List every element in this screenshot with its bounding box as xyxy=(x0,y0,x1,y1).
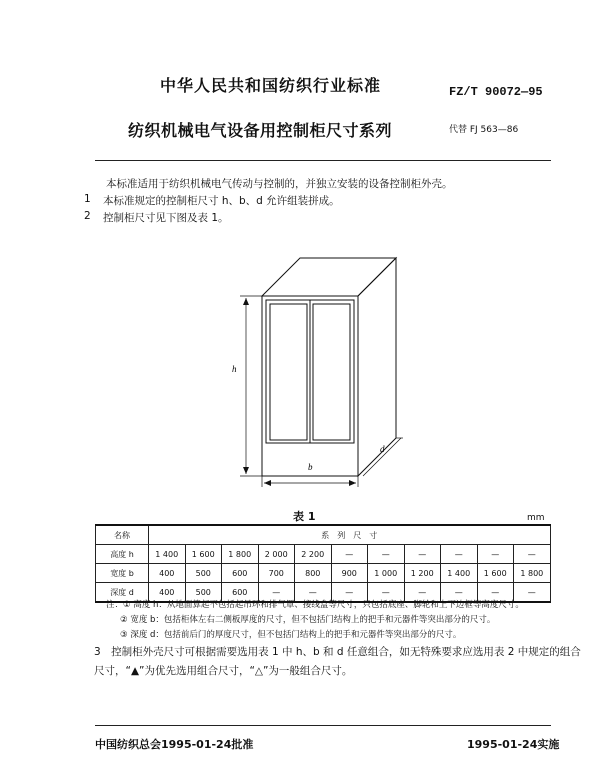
left-door xyxy=(270,304,307,440)
column-header-name: 名称 xyxy=(96,525,149,545)
table-cell: 1 800 xyxy=(222,545,259,564)
clause-3-line-2: 尺寸，“▲”为优先选用组合尺寸，“△”为一般组合尺寸。 xyxy=(94,665,353,677)
table-row xyxy=(96,545,551,564)
table-cell: 2 200 xyxy=(295,545,332,564)
row-label: 宽度 b xyxy=(96,564,149,583)
table-cell: — xyxy=(514,583,551,603)
cabinet-top xyxy=(262,258,396,296)
table-cell: 400 xyxy=(149,583,186,603)
table-cell: 700 xyxy=(258,564,295,583)
effective-date: 1995-01-24实施 xyxy=(467,738,560,751)
table-cell: 800 xyxy=(295,564,332,583)
clause-3-line-1: 3 控制柜外壳尺寸可根据需要选用表 1 中 h、b 和 d 任意组合，如无特殊要求应选用表 2 中规定的组合 xyxy=(94,646,581,658)
note-3: ③ 深度 d：包括前后门的厚度尺寸，但不包括门结构上的把手和元器件等突出部分的尺寸。 xyxy=(120,630,462,640)
table-cell: 500 xyxy=(185,583,222,603)
table-cell: 1 600 xyxy=(477,564,514,583)
approval-date: 中国纺织总会1995-01-24批准 xyxy=(95,738,254,751)
clause-1-text: 本标准规定的控制柜尺寸 h、b、d 允许组装拼成。 xyxy=(103,195,340,207)
table-cell: — xyxy=(514,545,551,564)
standard-number: FZ/T 90072—95 xyxy=(449,85,543,99)
clause-2-number: 2 xyxy=(84,210,91,222)
table-cell: 1 600 xyxy=(185,545,222,564)
table-cell: — xyxy=(368,545,405,564)
intro-paragraph: 本标准适用于纺织机械电气传动与控制的，并独立安装的设备控制柜外壳。 xyxy=(106,178,453,190)
issuing-organization: 中华人民共和国纺织行业标准 xyxy=(160,76,382,95)
table-unit: mm xyxy=(527,513,545,523)
note-1: 注：① 高度 h：从地面算起不包括起吊环和排气罩、接线盒等尺寸，只包括底座、脚轮和上下边框等高度尺寸。 xyxy=(106,600,524,610)
table-cell: 1 400 xyxy=(149,545,186,564)
table-cell: — xyxy=(441,583,478,603)
column-header-series: 系 列 尺 寸 xyxy=(149,525,551,545)
table-cell: — xyxy=(404,583,441,603)
table-cell: 1 000 xyxy=(368,564,405,583)
note-2: ② 宽度 b：包括柜体左右二侧板厚度的尺寸，但不包括门结构上的把手和元器件等突出部分的尺寸。 xyxy=(120,615,496,625)
clause-1-number: 1 xyxy=(84,193,91,205)
width-label: b xyxy=(308,462,313,472)
clause-2-text: 控制柜尺寸见下图及表 1。 xyxy=(103,212,229,224)
table-cell: 1 200 xyxy=(404,564,441,583)
table-cell: — xyxy=(477,545,514,564)
table-cell: — xyxy=(331,545,368,564)
table-cell: 2 000 xyxy=(258,545,295,564)
depth-label: d xyxy=(380,444,385,454)
dimension-table xyxy=(95,524,551,603)
row-label: 高度 h xyxy=(96,545,149,564)
cabinet-side xyxy=(358,258,396,476)
right-door xyxy=(313,304,350,440)
height-label: h xyxy=(232,364,237,374)
table-cell: 1 400 xyxy=(441,564,478,583)
table-row xyxy=(96,564,551,583)
table-caption: 表 1 xyxy=(293,510,316,523)
table-cell: — xyxy=(295,583,332,603)
table-cell: 900 xyxy=(331,564,368,583)
table-cell: — xyxy=(477,583,514,603)
row-label: 深度 d xyxy=(96,583,149,603)
footer-divider xyxy=(95,725,551,726)
table-cell: 600 xyxy=(222,583,259,603)
table-cell: — xyxy=(368,583,405,603)
replaces-note: 代替 FJ 563—86 xyxy=(449,125,519,135)
table-cell: — xyxy=(441,545,478,564)
table-cell: — xyxy=(258,583,295,603)
table-cell: 600 xyxy=(222,564,259,583)
table-cell: 400 xyxy=(149,564,186,583)
table-cell: — xyxy=(331,583,368,603)
table-cell: — xyxy=(404,545,441,564)
document-title: 纺织机械电气设备用控制柜尺寸系列 xyxy=(128,121,393,140)
table-cell: 500 xyxy=(185,564,222,583)
table-cell: 1 800 xyxy=(514,564,551,583)
